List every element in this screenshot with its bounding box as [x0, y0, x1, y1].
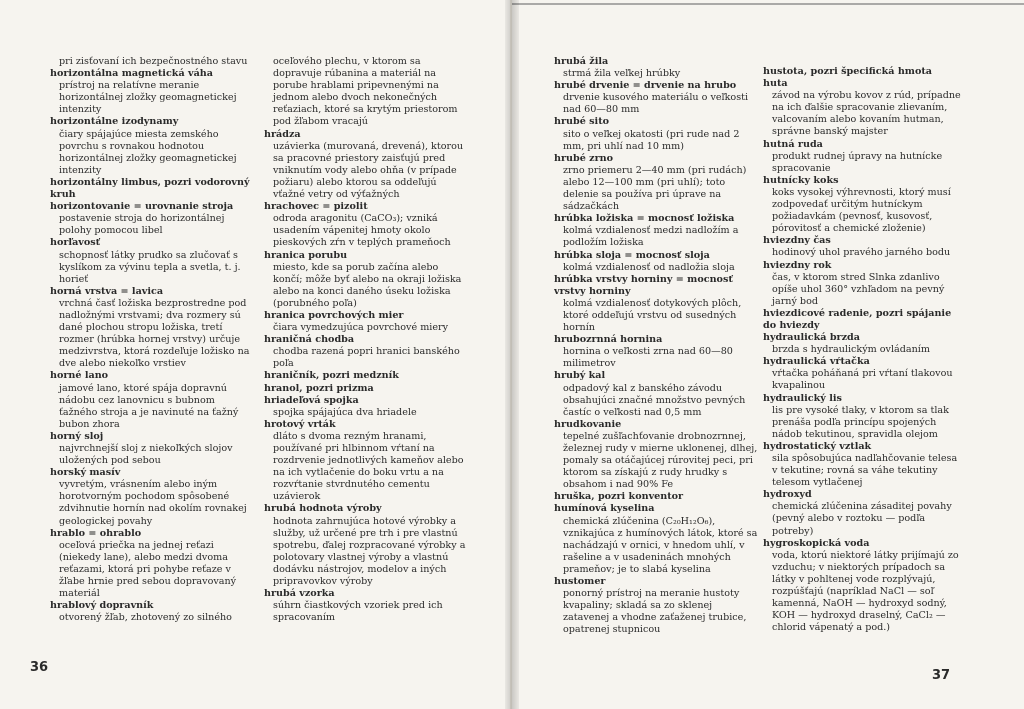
entry-definition: chemická zlúčenina (C₂₀H₁₂O₆), vznikajúca z humínových látok, ktoré sa nachádzajú v ornici, v hnedom uhlí, v rašeline a v usadeninách mnohých prameňov; je to slabá kyselina: [563, 515, 758, 575]
dictionary-entry: [264, 503, 466, 588]
dictionary-entry: [264, 56, 466, 129]
entry-term: horná vrstva = lavica: [50, 285, 164, 297]
entry-term: hutná ruda: [763, 138, 823, 150]
dictionary-entry: [554, 334, 759, 370]
entry-term: hrudkovanie: [554, 418, 622, 430]
entry-definition: otvorený žľab, zhotovený zo silného: [59, 612, 232, 624]
dictionary-entry: [763, 235, 965, 259]
dictionary-entry: [763, 538, 965, 635]
entry-definition: strmá žila veľkej hrúbky: [563, 68, 681, 80]
entry-definition: jamové lano, ktoré spája dopravnú nádobu cez lanovnicu s bubnom ťažného stroja a je navinuté na ťažný bubon zhora: [59, 382, 239, 430]
entry-definition: produkt rudnej úpravy na hutnícke spracovanie: [772, 150, 943, 174]
entry-term: hutnícky koks: [763, 174, 839, 186]
dictionary-entry: [50, 56, 256, 68]
entry-definition: čiary spájajúce miesta zemského povrchu s rovnakou hodnotou horizontálnej zložky geomagnetickej intenzity: [59, 128, 237, 176]
dictionary-entry: [554, 419, 759, 492]
dictionary-entry: [264, 370, 466, 382]
entry-definition: pri zisťovaní ich bezpečnostného stavu: [59, 56, 248, 67]
entry-definition: kolmá vzdialenosť medzi nadložím a podložím ložiska: [563, 225, 739, 249]
entry-definition: drvenie kusového materiálu o veľkosti nad 60—80 mm: [563, 92, 749, 116]
entry-definition: ponorný prístroj na meranie hustoty kvapaliny; skladá sa zo sklenej zatavenej a vhodne zaťaženej trubice, opatrenej stupnicou: [563, 588, 747, 636]
entry-definition: čas, v ktorom stred Slnka zdanlivo opíše uhol 360° vzhľadom na pevný jarný bod: [772, 271, 945, 307]
dictionary-entry: [554, 274, 759, 334]
dictionary-entry: [50, 116, 256, 176]
entry-term: horizontovanie = urovnanie stroja: [50, 201, 234, 213]
dictionary-entry: [763, 393, 965, 441]
dictionary-entry: [264, 201, 466, 249]
entry-definition: čiara vymedzujúca povrchové miery: [273, 322, 449, 334]
entry-definition: schopnosť látky prudko sa zlučovať s kyslíkom za vývinu tepla a svetla, t. j. horieť: [59, 249, 241, 285]
entry-term: horné lano: [50, 370, 109, 382]
entry-definition: postavenie stroja do horizontálnej polohy pomocou libel: [59, 213, 225, 237]
dictionary-entry: [554, 213, 759, 249]
dictionary-entry: [50, 177, 256, 201]
entry-definition: odroda aragonitu (CaCO₃); vzniká usadením vápenitej hmoty okolo pieskových zŕn v teplých prameňoch: [273, 213, 451, 249]
entry-definition: najvrchnejší sloj z niekoľkých slojov uložených pod sebou: [59, 443, 233, 467]
dictionary-entry: [264, 310, 466, 334]
entry-term: hrubý kal: [554, 370, 606, 382]
entry-term: hrubá žila: [554, 56, 609, 67]
entry-term: hrablový dopravník: [50, 600, 154, 612]
dictionary-entry: [554, 250, 759, 274]
dictionary-entry: [50, 528, 256, 601]
entry-term: hydroxyd: [763, 489, 812, 501]
dictionary-entry: [264, 383, 466, 395]
dictionary-entry: [50, 467, 256, 527]
dictionary-entry: [763, 78, 965, 138]
entry-term: hviezdicové radenie, pozri spájanie do hviezdy: [763, 307, 952, 331]
left-page-column-1: [50, 56, 256, 644]
entry-term: hrúbka vrstvy horniny = mocnosť vrstvy horniny: [554, 273, 733, 297]
entry-definition: vyvretým, vrásnením alebo iným horotvorným pochodom spôsobené zdvihnutie hornín nad okolím rovnakej geologickej povahy: [59, 479, 247, 527]
entry-definition: brzda s hydraulickým ovládaním: [772, 344, 930, 356]
dictionary-entry: [763, 139, 965, 175]
entry-definition: prístroj na relatívne meranie horizontálnej zložky geomagnetickej intenzity: [59, 80, 237, 116]
dictionary-entry: [264, 129, 466, 202]
entry-term: hranica povrchových mier: [264, 309, 404, 321]
entry-term: hrubé zrno: [554, 152, 614, 164]
entry-term: hriadeľová spojka: [264, 394, 359, 406]
right-page-number: 37: [932, 668, 951, 683]
entry-term: hruška, pozri konventor: [554, 491, 684, 503]
entry-term: horľavosť: [50, 237, 101, 249]
entry-term: horizontálne izodynamy: [50, 116, 179, 128]
entry-term: hydrostatický vztlak: [763, 440, 872, 452]
right-page-column-1: [554, 56, 759, 636]
entry-term: hrubozrnná hornina: [554, 334, 663, 346]
entry-definition: oceľová priečka na jednej reťazi (niekedy lane), alebo medzi dvoma reťazami, ktorá pri pohybe reťaze v žľabe hrnie pred sebou dopravovaný materiál: [59, 539, 237, 600]
entry-definition: hornina o veľkosti zrna nad 60—80 milimetrov: [563, 346, 733, 370]
dictionary-entry: [264, 395, 466, 419]
entry-definition: súhrn čiastkových vzoriek pred ich spracovaním: [273, 600, 443, 624]
entry-definition: spojka spájajúca dva hriadele: [273, 406, 417, 418]
entry-term: humínová kyselina: [554, 503, 655, 515]
entry-term: hrubé drvenie = drvenie na hrubo: [554, 80, 737, 92]
dictionary-entry: [554, 491, 759, 503]
entry-definition: voda, ktorú niektoré látky prijímajú zo vzduchu; v niektorých prípadoch sa látky v pohltenej vode rozplývajú, rozpúšťajú (napríklad NaCl — soľ kamenná, NaOH — hydroxyd sodný, KOH — hydroxyd draselný, CaCl₂ — chlorid vápenatý a pod.): [772, 549, 959, 634]
entry-definition: vŕtačka poháňaná pri vŕtaní tlakovou kvapalinou: [772, 368, 953, 392]
entry-definition: odpadový kal z banského závodu obsahujúci značné množstvo pevných častíc o veľkosti nad 0,5 mm: [563, 382, 746, 418]
dictionary-entry: [554, 576, 759, 636]
entry-term: hrotový vrták: [264, 418, 336, 430]
entry-definition: sila spôsobujúca nadľahčovanie telesa v tekutine; rovná sa váhe tekutiny telesom vytlačenej: [772, 453, 958, 489]
dictionary-entry: [554, 56, 759, 80]
entry-definition: zrno priemeru 2—40 mm (pri rudách) alebo 12—100 mm (pri uhlí); toto delenie sa používa pri úprave na sádzačkách: [563, 164, 747, 213]
entry-term: hviezdny čas: [763, 235, 831, 247]
dictionary-entry: [763, 308, 965, 332]
dictionary-entry: [763, 175, 965, 235]
entry-definition: dláto s dvoma rezným hranami, používané pri hlbinnom vŕtaní na rozdrvenie jednotlivých kameňov alebo na ich vytlačenie do boku vrtu a na rozvŕtanie stvrdnutého cementu uzávierok: [273, 430, 464, 503]
entry-term: hustomer: [554, 576, 606, 588]
entry-definition: lis pre vysoké tlaky, v ktorom sa tlak prenáša podľa princípu spojených nádob tekutinou, spravidla olejom: [772, 404, 949, 440]
right-page: [512, 0, 1024, 709]
entry-definition: hodinový uhol pravého jarného bodu: [772, 247, 951, 259]
entry-definition: oceľového plechu, v ktorom sa dopravuje rúbanina a materiál na porube hrablami pripevnenými na jednom alebo dvoch nekonečných reťaziach, ktoré sa krytým priestorom pod žľabom vracajú: [273, 56, 458, 128]
entry-definition: koks vysokej výhrevnosti, ktorý musí zodpovedať určitým hutníckym požiadavkám (pevnosť, kusovosť, pórovitosť a chemické zloženie): [772, 186, 951, 235]
entry-definition: chodba razená popri hranici banského poľa: [273, 346, 460, 370]
left-page-number: 36: [30, 660, 49, 675]
right-page-column-2: [763, 66, 965, 646]
dictionary-entry: [763, 356, 965, 392]
entry-term: horizontálna magnetická váha: [50, 68, 213, 80]
entry-term: hrubé sito: [554, 116, 610, 128]
dictionary-entry: [763, 441, 965, 489]
dictionary-entry: [264, 250, 466, 310]
dictionary-entry: [763, 332, 965, 356]
entry-definition: tepelné zušľachťovanie drobnozrnnej, železnej rudy v mierne uklonenej, dlhej, pomaly sa otáčajúcej rúrovitej peci, pri ktorom sa získajú z rudy hrudky s obsahom i nad 90% Fe: [563, 430, 758, 491]
dictionary-entry: [50, 68, 256, 116]
entry-definition: miesto, kde sa porub začína alebo končí; môže byť alebo na okraji ložiska alebo na konci daného úseku ložiska (porubného poľa): [273, 261, 462, 309]
entry-term: hydraulická brzda: [763, 332, 860, 344]
dictionary-entry: [50, 370, 256, 430]
entry-term: hraničník, pozri medzník: [264, 370, 399, 382]
dictionary-entry: [554, 80, 759, 116]
entry-term: hranol, pozri prizma: [264, 382, 374, 394]
dictionary-entry: [50, 237, 256, 285]
entry-term: hrádza: [264, 128, 301, 140]
entry-definition: uzávierka (murovaná, drevená), ktorou sa pracovné priestory zaisťujú pred vniknutím vody alebo ohňa (v prípade požiaru) alebo ktorou sa oddeľujú vťažné vetry od výťažných: [273, 140, 464, 201]
dictionary-entry: [763, 66, 965, 78]
book-gutter: [505, 0, 519, 709]
dictionary-entry: [50, 431, 256, 467]
dictionary-entry: [763, 260, 965, 308]
entry-term: hrablo = ohrablo: [50, 527, 142, 539]
entry-definition: vrchná časť ložiska bezprostredne pod nadložnými vrstvami; dva rozmery sú dané plochou stropu ložiska, tretí rozmer (hrúbka hornej vrstvy) určuje medzivrstva, ktorá rozdeľuje ložisko na dve alebo niekoľko vrstiev: [59, 297, 250, 370]
entry-term: hranica porubu: [264, 249, 348, 261]
entry-term: hygroskopická voda: [763, 537, 870, 549]
entry-term: hraničná chodba: [264, 334, 355, 346]
dictionary-entry: [264, 334, 466, 370]
entry-term: horizontálny limbus, pozri vodorovný kruh: [50, 176, 250, 201]
dictionary-entry: [50, 201, 256, 237]
entry-term: hviezdny rok: [763, 259, 832, 271]
dictionary-entry: [554, 116, 759, 152]
entry-term: horský masív: [50, 467, 121, 479]
entry-term: hrachovec = pizolit: [264, 201, 368, 213]
dictionary-entry: [264, 419, 466, 504]
top-rule: [512, 3, 1024, 5]
entry-term: hydraulický lis: [763, 392, 842, 404]
left-page: [0, 0, 510, 709]
entry-term: hrúbka sloja = mocnosť sloja: [554, 249, 710, 261]
dictionary-entry: [50, 286, 256, 371]
dictionary-entry: [554, 503, 759, 576]
entry-term: hrúbka ložiska = mocnosť ložiska: [554, 213, 735, 225]
left-page-column-2: [264, 56, 466, 644]
entry-term: hrubá vzorka: [264, 588, 335, 600]
dictionary-entry: [50, 600, 256, 624]
entry-term: huta: [763, 78, 788, 90]
dictionary-entry: [554, 370, 759, 418]
entry-definition: hodnota zahrnujúca hotové výrobky a služby, už určené pre trh i pre vlastnú spotrebu, ďalej rozpracované výrobky a polotovary vlastnej výroby a vlastnú dodávku nástrojov, modelov a iných pripravovkov výroby: [273, 515, 466, 588]
dictionary-entry: [264, 588, 466, 624]
entry-definition: sito o veľkej okatosti (pri rude nad 2 mm, pri uhlí nad 10 mm): [563, 128, 740, 152]
entry-definition: závod na výrobu kovov z rúd, prípadne na ich ďalšie spracovanie zlievaním, valcovaním alebo kovaním hutman, správne banský majster: [772, 90, 961, 138]
entry-definition: kolmá vzdialenosť od nadložia sloja: [563, 261, 735, 273]
entry-term: hustota, pozri špecifická hmota: [763, 66, 932, 77]
dictionary-entry: [763, 489, 965, 537]
entry-definition: chemická zlúčenina zásaditej povahy (pevný alebo v roztoku — podľa potreby): [772, 501, 952, 537]
entry-term: horný sloj: [50, 430, 104, 442]
entry-term: hydraulická vŕtačka: [763, 356, 870, 368]
entry-term: hrubá hodnota výroby: [264, 503, 382, 515]
dictionary-entry: [554, 153, 759, 213]
entry-definition: kolmá vzdialenosť dotykových plôch, ktoré oddeľujú vrstvu od susedných hornín: [563, 297, 742, 334]
